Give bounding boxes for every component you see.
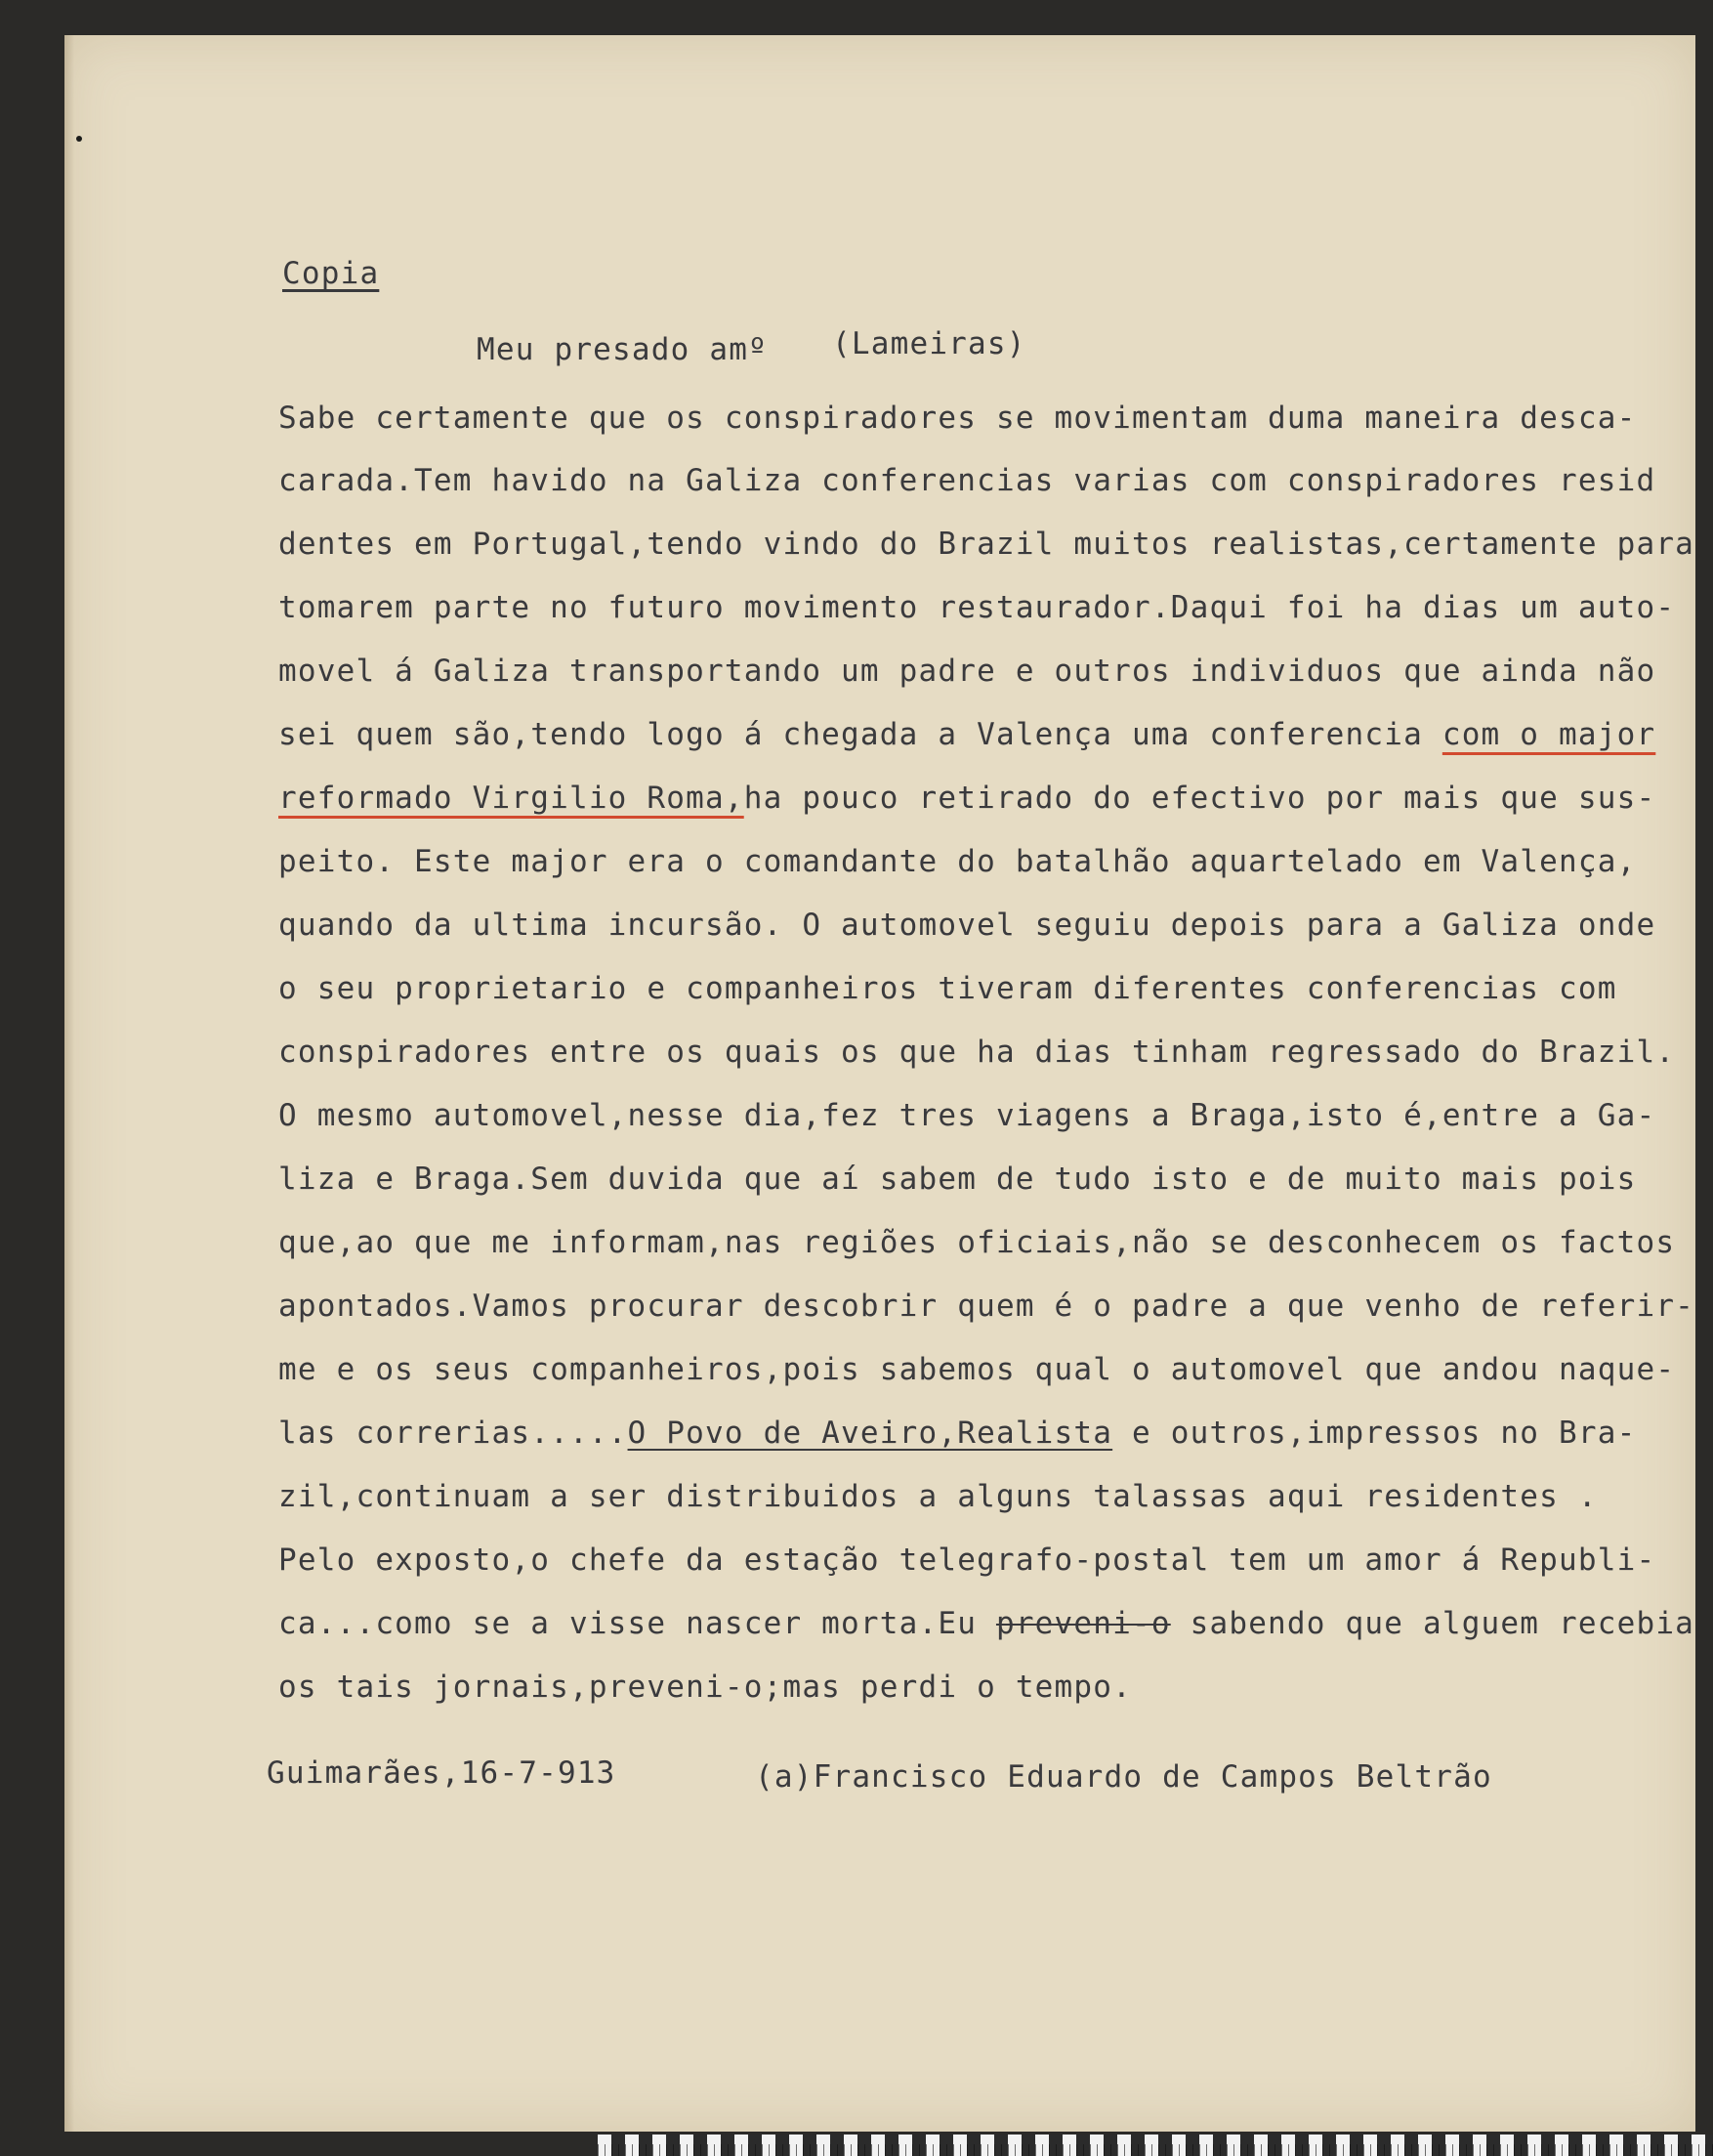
signature: (a)Francisco Eduardo de Campos Beltrão bbox=[755, 1759, 1492, 1795]
body-line: me e os seus companheiros,pois sabemos qual o automovel que andou naque- bbox=[278, 1352, 1676, 1387]
body-line: zil,continuam a ser distribuidos a alguns talassas aqui residentes . bbox=[278, 1479, 1598, 1514]
paper-shadow-edge bbox=[64, 35, 74, 2132]
body-line: liza e Braga.Sem duvida que aí sabem de tudo isto e de muito mais pois bbox=[278, 1162, 1637, 1197]
body-text: e outros,impressos no Bra- bbox=[1112, 1416, 1637, 1451]
body-text: ca...como se a visse nascer morta.Eu bbox=[278, 1606, 996, 1641]
ink-spot bbox=[76, 136, 82, 142]
body-line: os tais jornais,preveni-o;mas perdi o tempo. bbox=[278, 1670, 1132, 1705]
body-line bbox=[278, 781, 1655, 816]
place-date: Guimarães,16-7-913 bbox=[267, 1755, 616, 1791]
body-line bbox=[278, 1606, 1694, 1641]
document-heading: Copia bbox=[282, 256, 380, 291]
underlined-newspaper-titles: O Povo de Aveiro,Realista bbox=[627, 1416, 1113, 1451]
struck-through-text: preveni-o bbox=[995, 1606, 1171, 1641]
body-text: sei quem são,tendo logo á chegada a Valença uma conferencia bbox=[278, 717, 1442, 752]
body-line bbox=[278, 717, 1655, 752]
body-line: apontados.Vamos procurar descobrir quem é o padre a que venho de referir- bbox=[278, 1289, 1695, 1324]
salutation: Meu presado amº bbox=[477, 332, 768, 367]
body-text: las correrias..... bbox=[278, 1416, 628, 1451]
body-line: conspiradores entre os quais os que ha dias tinham regressado do Brazil. bbox=[278, 1035, 1676, 1070]
body-line: dentes em Portugal,tendo vindo do Brazil muitos realistas,certamente para bbox=[278, 527, 1695, 562]
body-line: Pelo exposto,o chefe da estação telegrafo-postal tem um amor á Republi- bbox=[278, 1543, 1656, 1578]
body-line: tomarem parte no futuro movimento restaurador.Daqui foi ha dias um auto- bbox=[278, 590, 1676, 625]
ruler-ticks bbox=[598, 2144, 1713, 2156]
recipient-note: (Lameiras) bbox=[832, 326, 1026, 361]
body-line: quando da ultima incursão. O automovel seguiu depois para a Galiza onde bbox=[278, 908, 1656, 943]
body-line: Sabe certamente que os conspiradores se movimentam duma maneira desca- bbox=[278, 401, 1637, 436]
body-line: o seu proprietario e companheiros tiveram diferentes conferencias com bbox=[278, 971, 1617, 1006]
body-line: peito. Este major era o comandante do batalhão aquartelado em Valença, bbox=[278, 844, 1637, 879]
red-underlined-text: com o major bbox=[1441, 717, 1656, 752]
body-line bbox=[278, 1416, 1636, 1451]
body-text: sabendo que alguem recebia bbox=[1170, 1606, 1695, 1641]
body-line: O mesmo automovel,nesse dia,fez tres viagens a Braga,isto é,entre a Ga- bbox=[278, 1098, 1656, 1133]
body-line: que,ao que me informam,nas regiões oficiais,não se desconhecem os factos bbox=[278, 1225, 1676, 1260]
scale-ruler bbox=[598, 2135, 1713, 2156]
red-underlined-text: reformado Virgilio Roma, bbox=[278, 781, 744, 816]
body-line: carada.Tem havido na Galiza conferencias varias com conspiradores resid bbox=[278, 463, 1656, 498]
body-line: movel á Galiza transportando um padre e outros individuos que ainda não bbox=[278, 654, 1656, 689]
body-text: ha pouco retirado do efectivo por mais que sus- bbox=[743, 781, 1656, 816]
